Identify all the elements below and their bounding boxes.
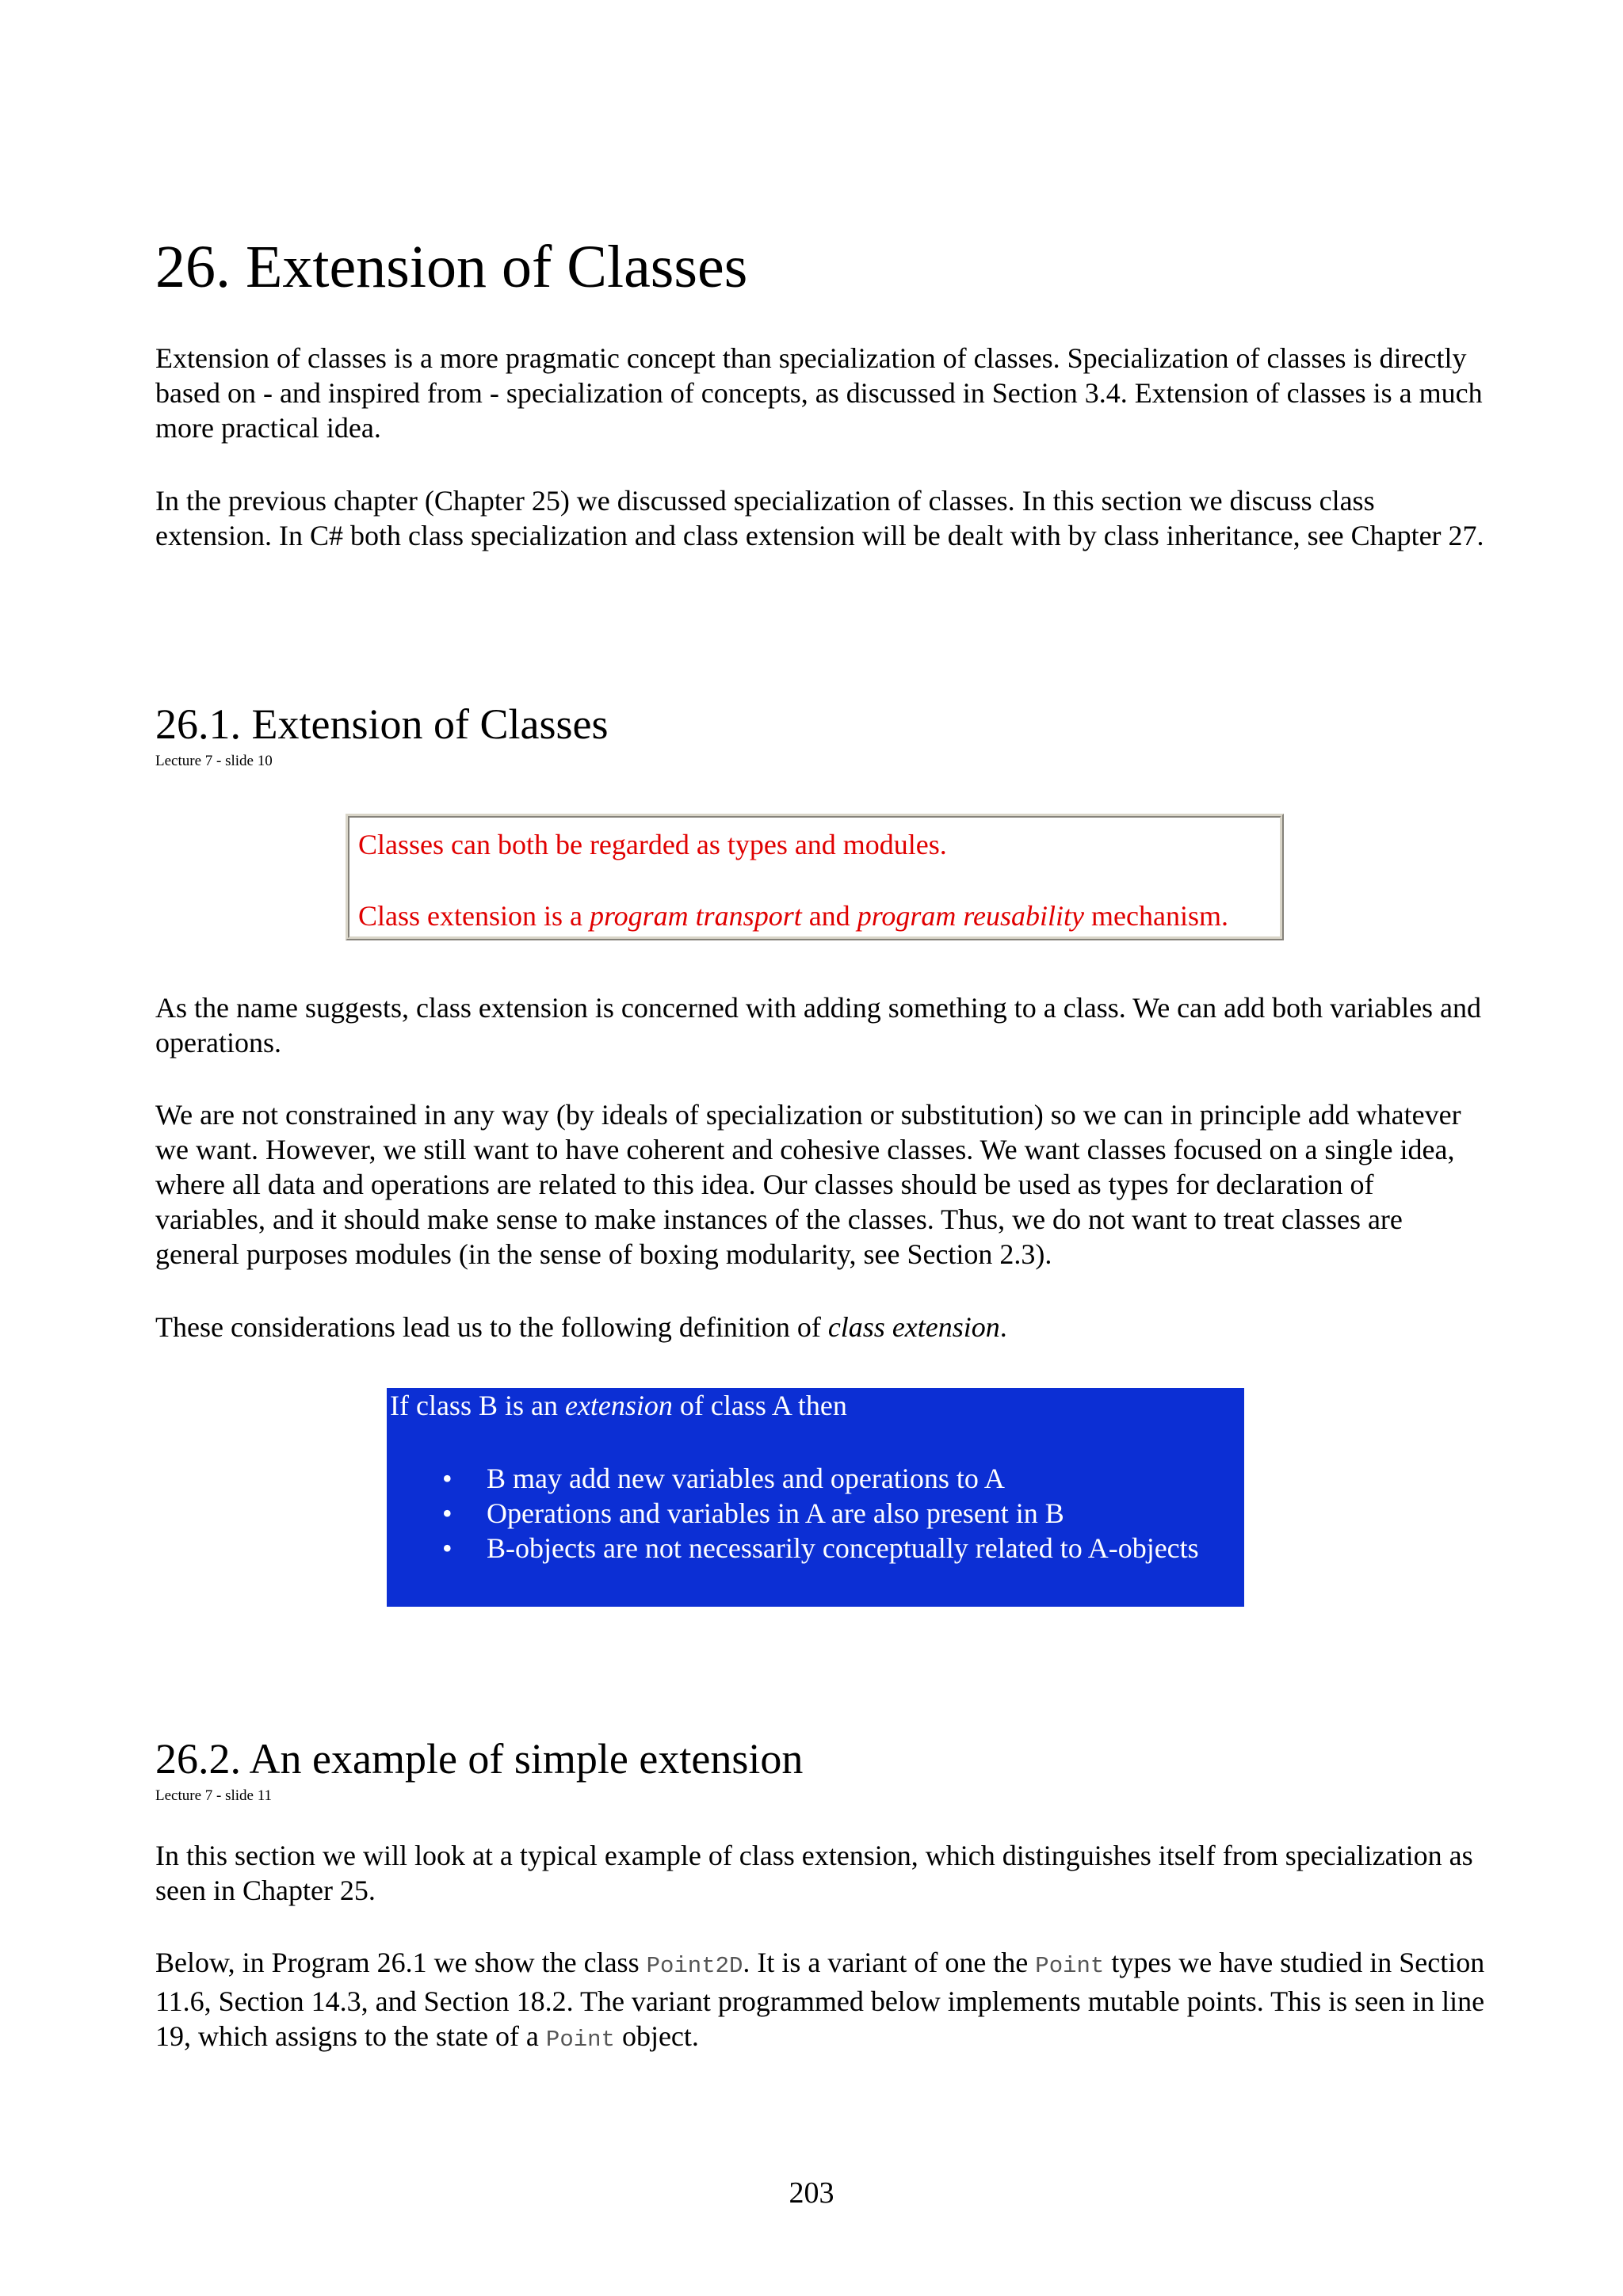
definition-bullet-text: B-objects are not necessarily conceptually related to A-objects <box>487 1532 1199 1564</box>
code-point: Point <box>1035 1953 1105 1979</box>
definition-lead-emphasis: extension <box>564 1390 673 1421</box>
slide-note-box <box>346 814 1284 940</box>
para2-text-2: . It is a variant of one the <box>743 1947 1036 1978</box>
section-26-2-paragraph-1: In this section we will look at a typical example of class extension, which distinguishes itself from specialization as seen in Chapter 25. <box>155 1840 1473 1906</box>
para2-text-1: Below, in Program 26.1 we show the class <box>155 1947 647 1978</box>
note-text-mid: and <box>801 900 857 932</box>
bullet-icon: • <box>442 1463 453 1494</box>
definition-lead <box>390 1388 1244 1423</box>
bullet-icon: • <box>442 1532 453 1564</box>
note-emphasis-program-transport: program transport <box>589 900 802 932</box>
note-emphasis-program-reusability: program reusability <box>857 900 1085 932</box>
definition-bullet-item <box>442 1531 1244 1566</box>
section-26-1-paragraph-1: As the name suggests, class extension is concerned with adding something to a class. We can add both variables and operations. <box>155 992 1482 1058</box>
slide-note-line-1: Classes can both be regarded as types and modules. <box>358 829 947 860</box>
section-26-1-title: 26.1. Extension of Classes <box>155 700 609 748</box>
definition-bullet-text: Operations and variables in A are also present in B <box>487 1497 1064 1529</box>
slide-note-line-2 <box>358 898 1280 933</box>
page-number: 203 <box>789 2176 834 2210</box>
bullet-icon: • <box>442 1497 453 1529</box>
chapter-intro-paragraph-1: Extension of classes is a more pragmatic concept than specialization of classes. Specialization of classes is directly based on - and inspired from - specialization of concepts, as discussed in Section 3.4. Extension of classes is a much more practical idea. <box>155 342 1483 444</box>
section-26-1-slide-ref: Lecture 7 - slide 10 <box>155 753 273 769</box>
note-text-prefix: Class extension is a <box>358 900 590 932</box>
para3-prefix: These considerations lead us to the following definition of <box>155 1311 828 1343</box>
chapter-title: 26. Extension of Classes <box>155 234 748 300</box>
definition-lead-prefix: If class B is an <box>390 1390 565 1421</box>
section-26-2-slide-ref: Lecture 7 - slide 11 <box>155 1787 273 1804</box>
definition-bullet-text: B may add new variables and operations to A <box>487 1463 1005 1494</box>
para3-suffix: . <box>999 1311 1007 1343</box>
section-26-2-title: 26.2. An example of simple extension <box>155 1735 804 1783</box>
para2-text-4: object. <box>614 2020 699 2052</box>
note-text-suffix: mechanism. <box>1084 900 1228 932</box>
definition-lead-suffix: of class A then <box>672 1390 847 1421</box>
code-point2d: Point2D <box>646 1953 743 1979</box>
definition-bullet-item <box>442 1496 1244 1531</box>
definition-bullet-item <box>442 1461 1244 1496</box>
section-26-1-paragraph-3 <box>155 1310 1487 1344</box>
chapter-intro-paragraph-2: In the previous chapter (Chapter 25) we discussed specialization of classes. In this section we discuss class extension. In C# both class specialization and class extension will be dealt with by class inheritance, see Chapter 27. <box>155 485 1484 551</box>
para2-text-3: types we have studied in Section 11.6, Section 14.3, and Section 18.2. The variant programmed below implements mutable points. This is seen in line 19, which assigns to the state of a <box>155 1947 1485 2052</box>
definition-box <box>387 1388 1244 1607</box>
code-point: Point <box>545 2027 615 2053</box>
section-26-2-paragraph-2 <box>155 1945 1487 2058</box>
para3-emphasis-class-extension: class extension <box>827 1311 1000 1343</box>
definition-bullet-list <box>390 1461 1244 1566</box>
section-26-1-paragraph-2: We are not constrained in any way (by ideals of specialization or substitution) so we can in principle add whatever we want. However, we still want to have coherent and cohesive classes. We want classes focused on a single idea, where all data and operations are related to this idea. Our classes should be used as types for declaration of variables, and it should make sense to make instances of the classes. Thus, we do not want to treat classes are general purposes modules (in the sense of boxing modularity, see Section 2.3). <box>155 1099 1461 1270</box>
